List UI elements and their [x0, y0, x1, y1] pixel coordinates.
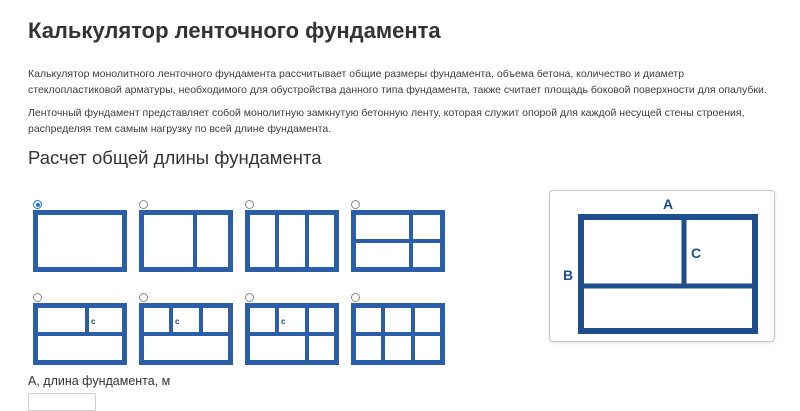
shape-radio-4[interactable] — [351, 200, 360, 209]
shape-diagram-5 — [33, 303, 127, 365]
shape-radio-8[interactable] — [351, 293, 360, 302]
shape-option-1[interactable] — [33, 200, 133, 280]
shape-diagram-2 — [139, 210, 233, 272]
shape-marker-c: c — [281, 317, 286, 326]
shape-diagram-7 — [245, 303, 339, 365]
length-label: А, длина фундамента, м — [28, 374, 171, 388]
preview-diagram — [578, 214, 758, 334]
shape-option-5[interactable] — [33, 293, 133, 373]
shape-diagram-3 — [245, 210, 339, 272]
shape-option-7[interactable] — [245, 293, 345, 373]
shape-radio-7[interactable] — [245, 293, 254, 302]
shape-option-2[interactable] — [139, 200, 239, 280]
section-title: Расчет общей длины фундамента — [28, 147, 322, 168]
shape-marker-c: c — [175, 317, 180, 326]
shape-option-8[interactable] — [351, 293, 451, 373]
intro-paragraph-1: Калькулятор монолитного ленточного фундамента рассчитывает общие размеры фундамента, объема бетона, количество и диаметр стеклопластиковой арматуры, необходимого для обустройства данного типа фундамента, также считает площадь боковой поверхности для опалубки. — [28, 68, 767, 96]
shape-diagram-1 — [33, 210, 127, 272]
dimension-c-label: C — [691, 245, 702, 261]
shape-radio-5[interactable] — [33, 293, 42, 302]
page-title: Калькулятор ленточного фундамента — [28, 18, 441, 43]
shape-option-3[interactable] — [245, 200, 345, 280]
shape-radio-3[interactable] — [245, 200, 254, 209]
shape-option-4[interactable] — [351, 200, 451, 280]
shape-radio-6[interactable] — [139, 293, 148, 302]
intro-paragraph-2: Ленточный фундамент представляет собой монолитную замкнутую бетонную ленту, которая служит опорой для каждой несущей стены строения, распределяя тем самым нагрузку по всей длине фундамента. — [28, 107, 745, 135]
shape-radio-2[interactable] — [139, 200, 148, 209]
foundation-preview — [549, 190, 775, 342]
dimension-a-label: A — [663, 196, 674, 212]
shape-diagram-4 — [351, 210, 445, 272]
shape-marker-c: c — [91, 317, 96, 326]
shape-diagram-6 — [139, 303, 233, 365]
shape-diagram-8 — [351, 303, 445, 365]
length-input[interactable] — [28, 393, 96, 411]
dimension-b-label: B — [563, 267, 574, 283]
shape-option-6[interactable] — [139, 293, 239, 373]
shape-radio-1[interactable] — [33, 200, 42, 209]
